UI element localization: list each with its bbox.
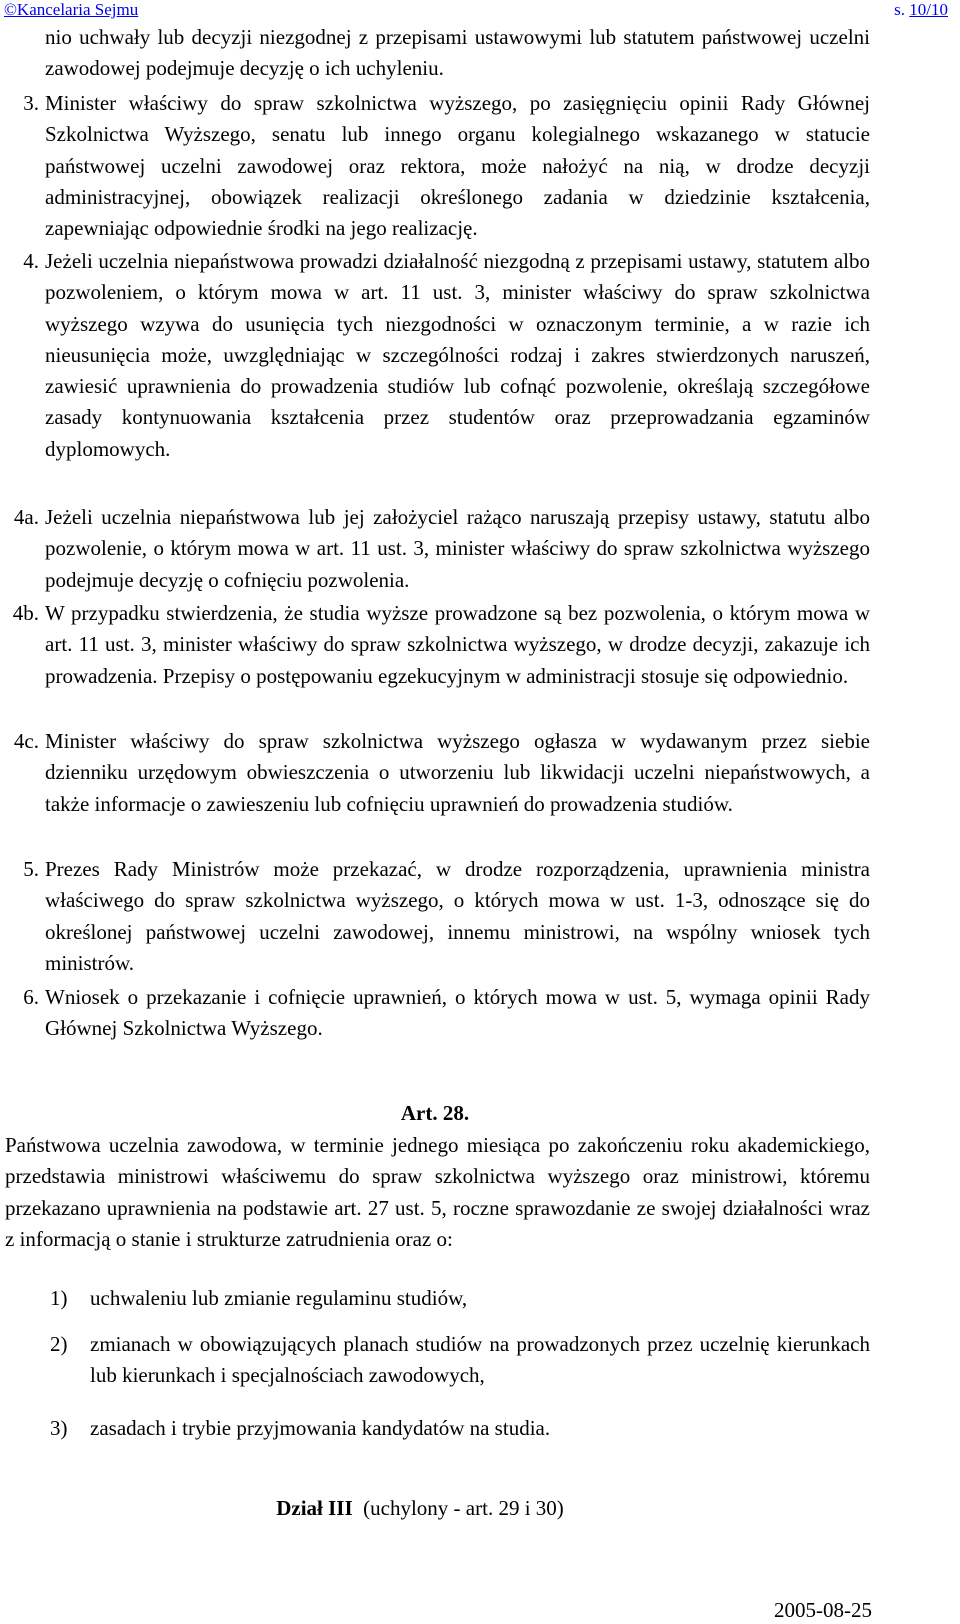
item-number: 3. <box>23 91 39 115</box>
item-text: Prezes Rady Ministrów może przekazać, w drodze rozporządzenia, uprawnienia ministra właściwego do spraw szkolnictwa wyższego, o których mowa w ust. 1-3, odnoszące się do określonej państwowej uczelni zawodowej, innemu ministrowi, na wspólny wniosek tych ministrów. <box>45 857 870 975</box>
point-text: zasadach i trybie przyjmowania kandydatów na studia. <box>90 1416 551 1440</box>
item-number: 4. <box>23 249 39 273</box>
article-body: Państwowa uczelnia zawodowa, w terminie jednego miesiąca po zakończeniu roku akademickiego, przedstawia ministrowi właściwemu do spraw szkolnictwa wyższego oraz ministrowi, któremu przekazano uprawnienia na podstawie art. 27 ust. 5, roczne sprawozdanie ze swojej działalności wraz z informacją o stanie i strukturze zatrudnienia oraz o: <box>5 1133 870 1251</box>
item-text: Jeżeli uczelnia niepaństwowa prowadzi działalność niezgodną z przepisami ustawy, statutem albo pozwoleniem, o którym mowa w art. 11 ust. 3, minister właściwy do spraw szkolnictwa wyższego wzywa do usunięcia tych niezgodności w oznaczonym terminie, a w razie ich nieusunięcia może, uwzględniając w szczególności rodzaj i zakres stwierdzonych naruszeń, zawiesić uprawnienia do prowadzenia studiów lub cofnąć pozwolenie, określają szczegółowe zasady kontynuowania kształcenia przez studentów oraz przeprowadzania egzaminów dyplomowych. <box>45 249 870 461</box>
footer-date: 2005-08-25 <box>774 1598 872 1622</box>
section-title: Dział III <box>276 1496 353 1520</box>
item-number: 4b. <box>12 601 39 625</box>
item-number: 5. <box>23 857 39 881</box>
item-4a <box>0 502 870 596</box>
item-4b <box>0 598 870 692</box>
item-6 <box>0 982 870 1045</box>
page-prefix: s. <box>894 0 910 19</box>
section-status: (uchylony - art. 29 i 30) <box>363 1496 564 1520</box>
item-5 <box>0 854 870 979</box>
item-number: 6. <box>23 985 39 1009</box>
point-text: zmianach w obowiązujących planach studiów na prowadzonych przez uczelnię kierunkach lub kierunkach i specjalnościach zawodowych, <box>90 1332 870 1388</box>
article-title: Art. 28. <box>400 1101 470 1125</box>
item-text: Minister właściwy do spraw szkolnictwa wyższego, po zasięgnięciu opinii Rady Głównej Szkolnictwa Wyższego, senatu lub innego organu kolegialnego wskazanego w statucie państwowej uczelni zawodowej oraz rektora, może nałożyć na nią, w drodze decyzji administracyjnej, obowiązek realizacji określonego zadania w dziedzinie kształcenia, zapewniając odpowiednie środki na jego realizację. <box>45 91 870 241</box>
article-point-1 <box>50 1283 870 1314</box>
section-heading <box>0 1493 840 1524</box>
page-number-link[interactable]: 10/10 <box>909 0 948 19</box>
item-4c <box>0 726 870 820</box>
article-point-2 <box>50 1329 870 1392</box>
header-copyright-link[interactable]: ©Kancelaria Sejmu <box>4 0 139 19</box>
article-point-3 <box>50 1413 870 1444</box>
item-number: 4c. <box>13 729 39 753</box>
point-number: 3) <box>50 1416 68 1440</box>
item-text: Jeżeli uczelnia niepaństwowa lub jej założyciel rażąco naruszają przepisy ustawy, statutu albo pozwolenie, o którym mowa w art. 11 ust. 3, minister właściwy do spraw szkolnictwa wyższego podejmuje decyzję o cofnięciu pozwolenia. <box>45 505 870 592</box>
point-number: 2) <box>50 1332 68 1356</box>
item-text: Minister właściwy do spraw szkolnictwa wyższego ogłasza w wydawanym przez siebie dzienniku urzędowym obwieszczenia o utworzeniu lub likwidacji uczelni niepaństwowych, a także informacje o zawieszeniu lub cofnięciu uprawnień do prowadzenia studiów. <box>45 729 870 816</box>
continuation-paragraph: nio uchwały lub decyzji niezgodnej z przepisami ustawowymi lub statutem państwowej uczelni zawodowej podejmuje decyzję o ich uchyleniu. <box>45 25 870 81</box>
point-number: 1) <box>50 1286 68 1310</box>
item-4 <box>0 246 870 465</box>
item-3 <box>0 88 870 244</box>
item-number: 4a. <box>13 505 39 529</box>
item-text: W przypadku stwierdzenia, że studia wyższe prowadzone są bez pozwolenia, o którym mowa w art. 11 ust. 3, minister właściwy do spraw szkolnictwa wyższego, w drodze decyzji, zakazuje ich prowadzenia. Przepisy o postępowaniu egzekucyjnym w administracji stosuje się odpowiednio. <box>45 601 870 688</box>
item-text: Wniosek o przekazanie i cofnięcie uprawnień, o których mowa w ust. 5, wymaga opinii Rady Głównej Szkolnictwa Wyższego. <box>45 985 870 1041</box>
point-text: uchwaleniu lub zmianie regulaminu studiów, <box>90 1286 468 1310</box>
header-page-number <box>894 0 948 20</box>
